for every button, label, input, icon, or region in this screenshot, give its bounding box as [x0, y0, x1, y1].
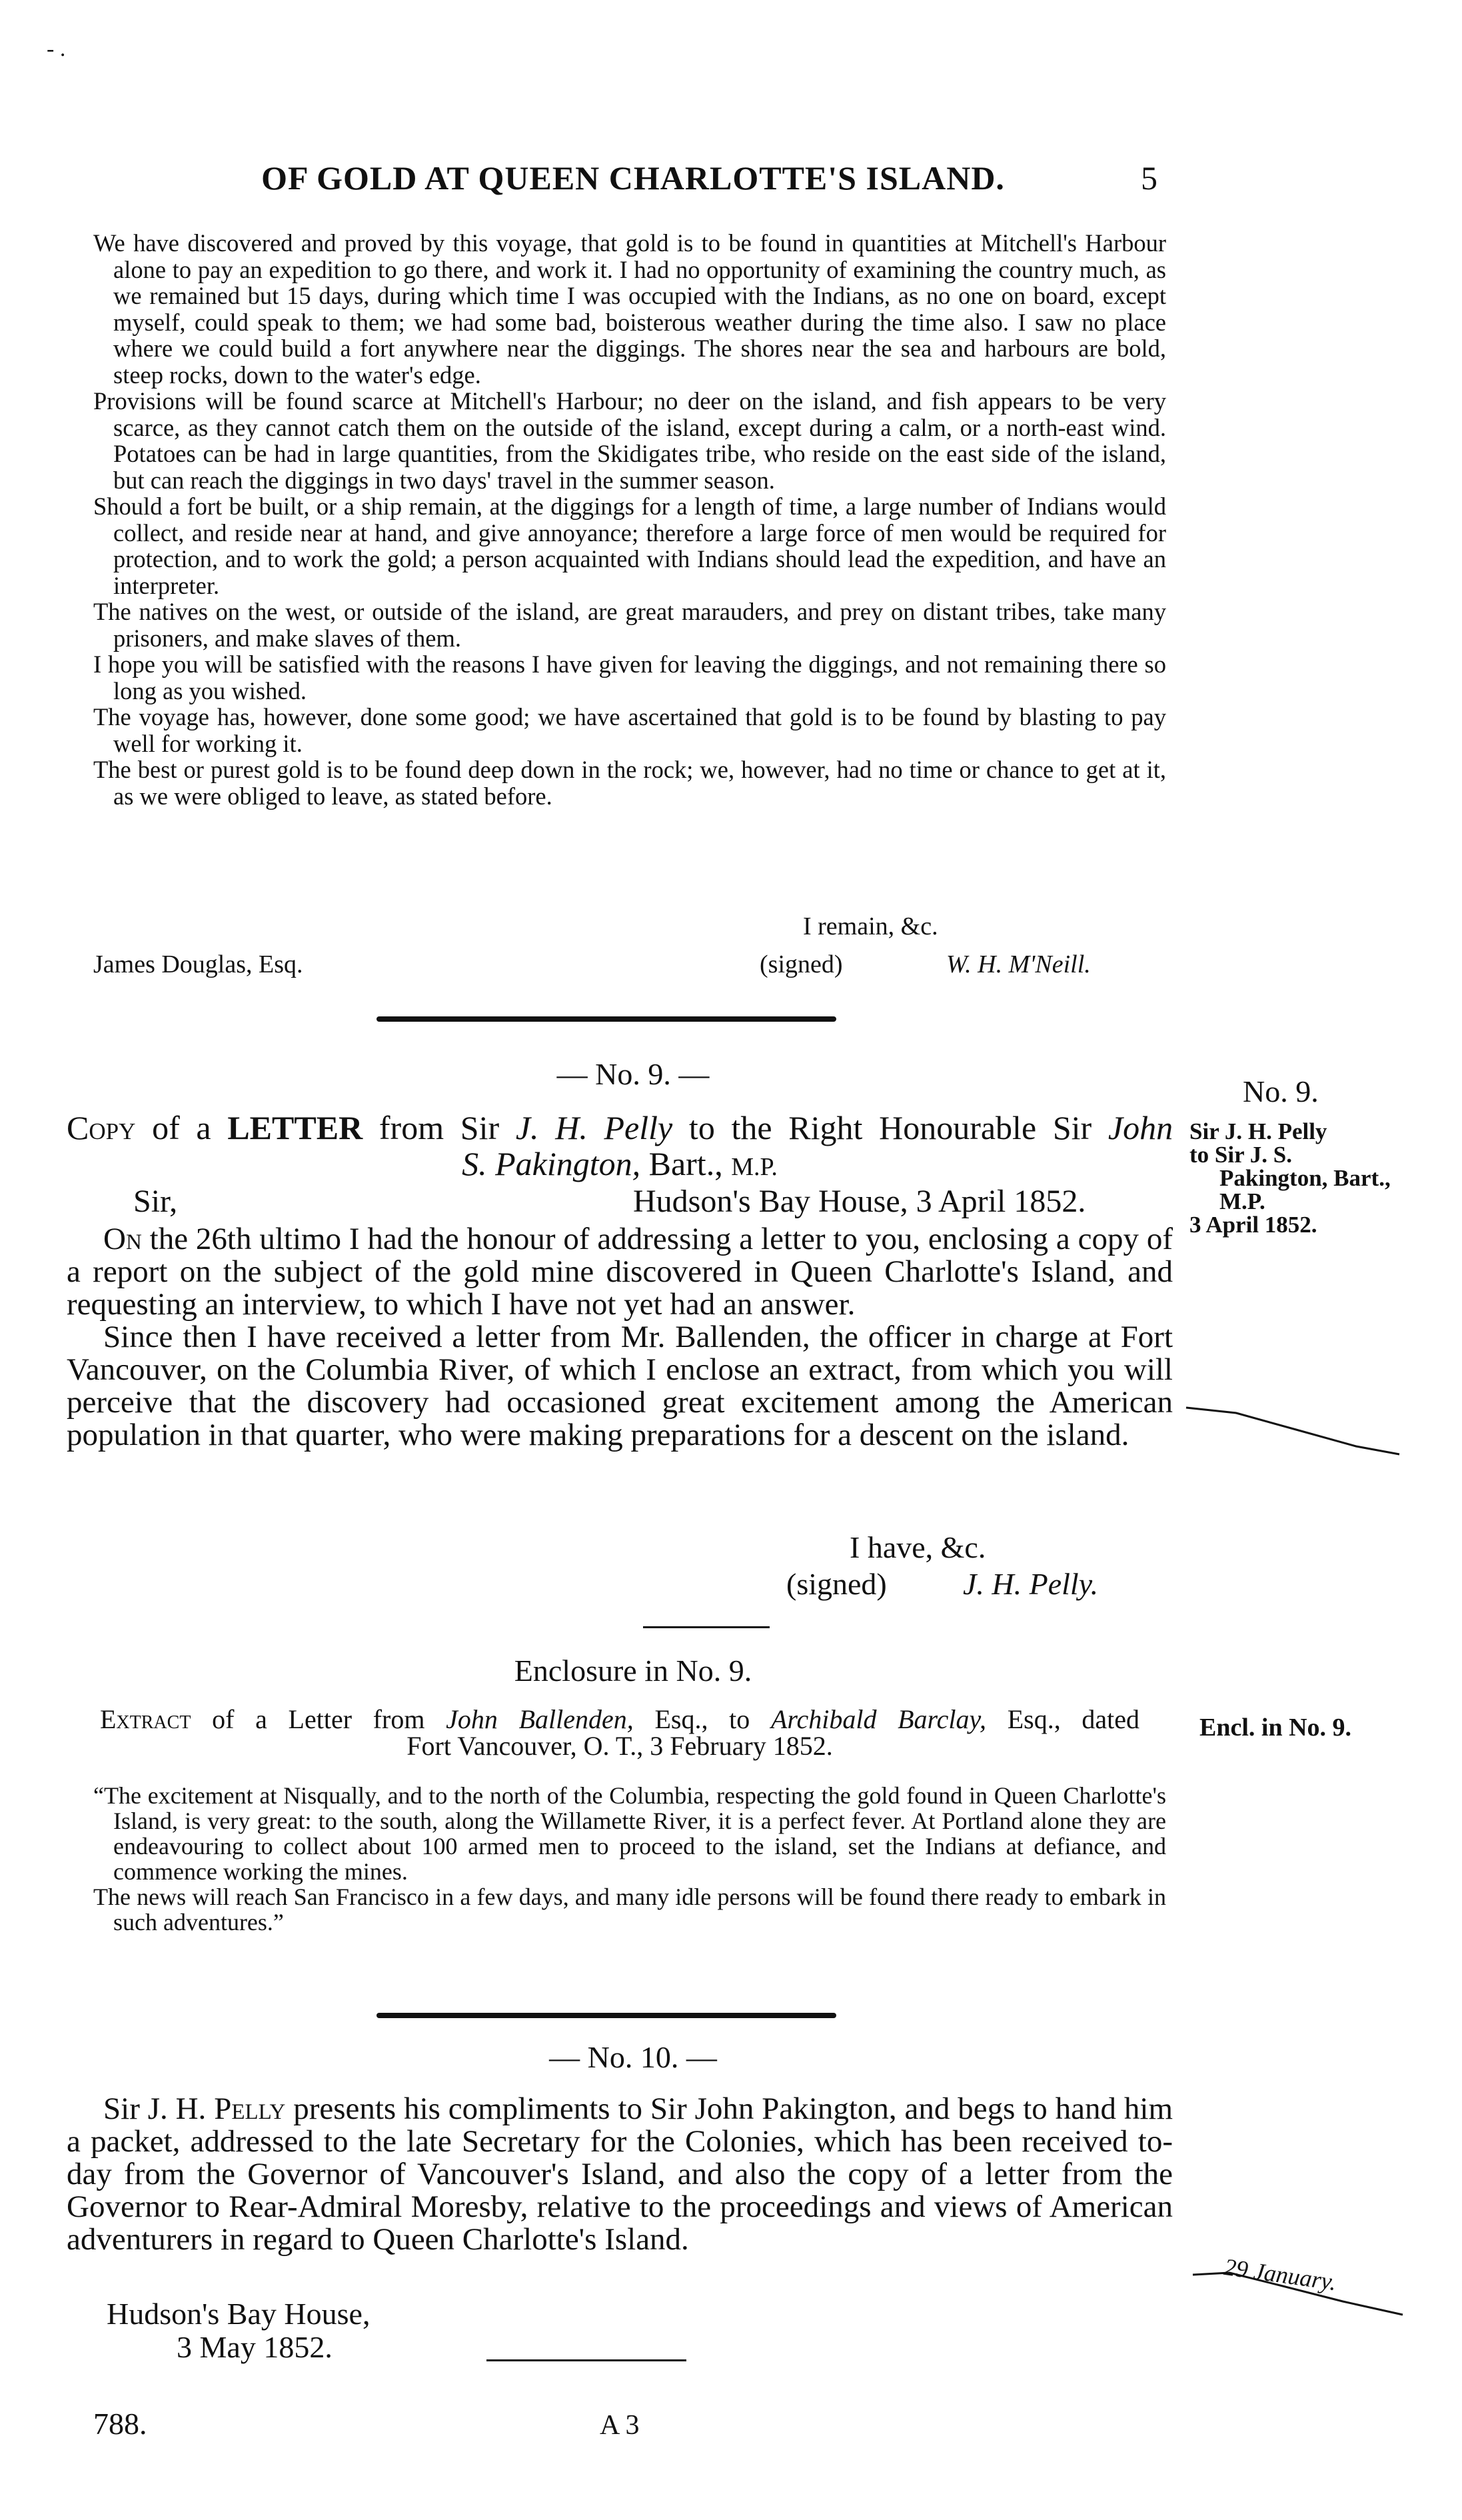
page-title: OF GOLD AT QUEEN CHARLOTTE'S ISLAND.	[261, 159, 1005, 197]
recipient-first-name: John	[1107, 1109, 1173, 1146]
margin-line: to Sir J. S. Pakington, Bart., M.P.	[1189, 1142, 1391, 1214]
title-text: M.P.	[731, 1153, 778, 1181]
title-text: Esq., to	[654, 1704, 750, 1734]
no9-paragraph: Since then I have received a letter from Mr. Ballenden, the officer in charge at Fort Vancouver, on the Columbia River, of which I enclose an extract, from which you will perceive that the discovery had occasioned great excitement among the American population in that quarter, who were making preparations for a descent on the island.	[67, 1320, 1173, 1452]
mcneill-paragraph: Provisions will be found scarce at Mitchell's Harbour; no deer on the island, and fish appears to be very scarce, as they cannot catch them on the outside of the island, except during a calm, or a north-east wind. Potatoes can be had in large quantities, from the Skidigates tribe, who reside on the east side of the island, but can reach the diggings in two days' travel in the summer season.	[93, 387, 1166, 494]
sender-name: J. H. Pelly	[515, 1109, 673, 1146]
no10-heading: — No. 10. —	[549, 2040, 717, 2074]
margin-line: Sir J. H. Pelly	[1189, 1118, 1327, 1144]
no9-paragraph	[67, 1223, 1173, 1321]
no10-body	[67, 2093, 1173, 2256]
title-text: of a	[152, 1109, 211, 1146]
lead-text: Sir J. H.	[103, 2091, 207, 2126]
no10-paragraph	[67, 2093, 1173, 2256]
page-number: 5	[1141, 159, 1157, 197]
no9-signed: (signed)	[786, 1567, 887, 1601]
paragraph-text: presents his compliments to Sir John Pakington, and begs to hand him a packet, addressed to the late Secretary for the Colonies, which has been received to-day from the Governor of Vancouver's Island, and also the copy of a letter from the Governor to Rear-Admiral Moresby, relative to the proceedings and views of American adventurers in regard to Queen Charlotte's Island.	[67, 2091, 1173, 2257]
margin-pointer-line	[1189, 2269, 1409, 2323]
short-rule	[643, 1626, 770, 1628]
section-rule	[376, 1016, 836, 1022]
copy-label: Copy	[67, 1109, 136, 1146]
no9-margin-number: No. 9.	[1243, 1074, 1319, 1108]
title-text: Bart.,	[648, 1145, 723, 1182]
recipient-name: Archibald Barclay,	[770, 1704, 987, 1734]
enclosure-paragraph: “The excitement at Nisqually, and to the north of the Columbia, respecting the gold found in Queen Charlotte's Island, is very great: to the south, along the Willamette River, it is a perfect fever. At Portland alone they are endeavouring to collect about 100 armed men to proceed to the island, set the Indians at defiance, and commence working the mines.	[93, 1782, 1166, 1885]
title-text: of a Letter from	[212, 1704, 425, 1734]
no9-title	[67, 1110, 1173, 1185]
mcneill-paragraph: The voyage has, however, done some good; we have ascertained that gold is to be found by blasting to pay well for working it.	[93, 703, 1166, 757]
mcneill-closing: I remain, &c.	[803, 912, 938, 940]
mcneill-letter	[93, 230, 1166, 809]
enclosure-title	[100, 1706, 1139, 1760]
no10-date: 3 May 1852.	[177, 2330, 333, 2364]
section-rule	[376, 2013, 836, 2018]
no9-salutation: Sir,	[133, 1184, 178, 1219]
mcneill-signed: (signed)	[760, 950, 843, 978]
letter-label: LETTER	[227, 1109, 363, 1146]
no10-place: Hudson's Bay House,	[107, 2297, 370, 2331]
enclosure-margin-note: Encl. in No. 9.	[1199, 1714, 1352, 1742]
mcneill-paragraph: We have discovered and proved by this voyage, that gold is to be found in quantities at Mitchell's Harbour alone to pay an expedition to go there, and work it. I had no opportunity of examining the country much, as we remained but 15 days, during which time I was occupied with the Indians, as no one on board, except myself, could speak to them; we had some bad, boisterous weather during the time also. I saw no place where we could build a fort anywhere near the diggings. The shores near the sea and harbours are bold, steep rocks, down to the water's edge.	[93, 229, 1166, 389]
extract-label: Extract	[100, 1704, 191, 1734]
no9-place-date: Hudson's Bay House, 3 April 1852.	[633, 1184, 1086, 1219]
corner-mark: - .	[47, 37, 66, 61]
title-text: from Sir	[378, 1109, 500, 1146]
mcneill-paragraph: The best or purest gold is to be found deep down in the rock; we, however, had no time or chance to get at it, as we were obliged to leave, as stated before.	[93, 756, 1166, 810]
mcneill-paragraph: I hope you will be satisfied with the reasons I have given for leaving the diggings, and not remaining there so long as you wished.	[93, 650, 1166, 704]
no9-signature: J. H. Pelly.	[963, 1567, 1099, 1601]
margin-line: 3 April 1852.	[1189, 1212, 1317, 1238]
footer-number: 788.	[93, 2407, 147, 2441]
recipient-name: S. Pakington,	[462, 1145, 641, 1182]
enclosure-date: Fort Vancouver, O. T., 3 February 1852.	[406, 1731, 833, 1761]
first-word: On	[103, 1222, 142, 1256]
mcneill-signature: W. H. M'Neill.	[946, 950, 1091, 978]
enclosure-paragraph: The news will reach San Francisco in a few days, and many idle persons will be found there ready to embark in such adventures.”	[93, 1884, 1166, 1935]
enclosure-body	[93, 1783, 1166, 1935]
mcneill-paragraph: The natives on the west, or outside of the island, are great marauders, and prey on distant tribes, take many prisoners, and make slaves of them.	[93, 598, 1166, 652]
mcneill-paragraph: Should a fort be built, or a ship remain, at the diggings for a length of time, a large number of Indians would collect, and reside near at hand, and give annoyance; therefore a large force of men would be required for protection, and to work the gold; a person acquainted with Indians should lead the expedition, and have an interpreter.	[93, 493, 1166, 599]
short-rule	[486, 2359, 686, 2361]
paragraph-text: the 26th ultimo I had the honour of addressing a letter to you, enclosing a copy of a report on the subject of the gold mine discovered in Queen Charlotte's Island, and requesting an interview, to which I have not yet had an answer.	[67, 1222, 1173, 1322]
enclosure-heading: Enclosure in No. 9.	[514, 1654, 752, 1688]
sender-name: John Ballenden,	[446, 1704, 634, 1734]
no9-closing: I have, &c.	[850, 1530, 986, 1564]
no9-body	[67, 1223, 1173, 1452]
sender-name: Pelly	[214, 2091, 286, 2126]
title-text: to the Right Honourable Sir	[688, 1109, 1092, 1146]
title-text: Esq., dated	[1007, 1704, 1140, 1734]
no9-margin-note	[1189, 1120, 1403, 1236]
signature-mark: A 3	[600, 2410, 640, 2441]
no9-heading: — No. 9. —	[556, 1057, 710, 1091]
margin-pointer-line	[1183, 1393, 1403, 1466]
mcneill-addressee: James Douglas, Esq.	[93, 950, 303, 978]
no10-margin-date: 29 January.	[1222, 2253, 1339, 2296]
